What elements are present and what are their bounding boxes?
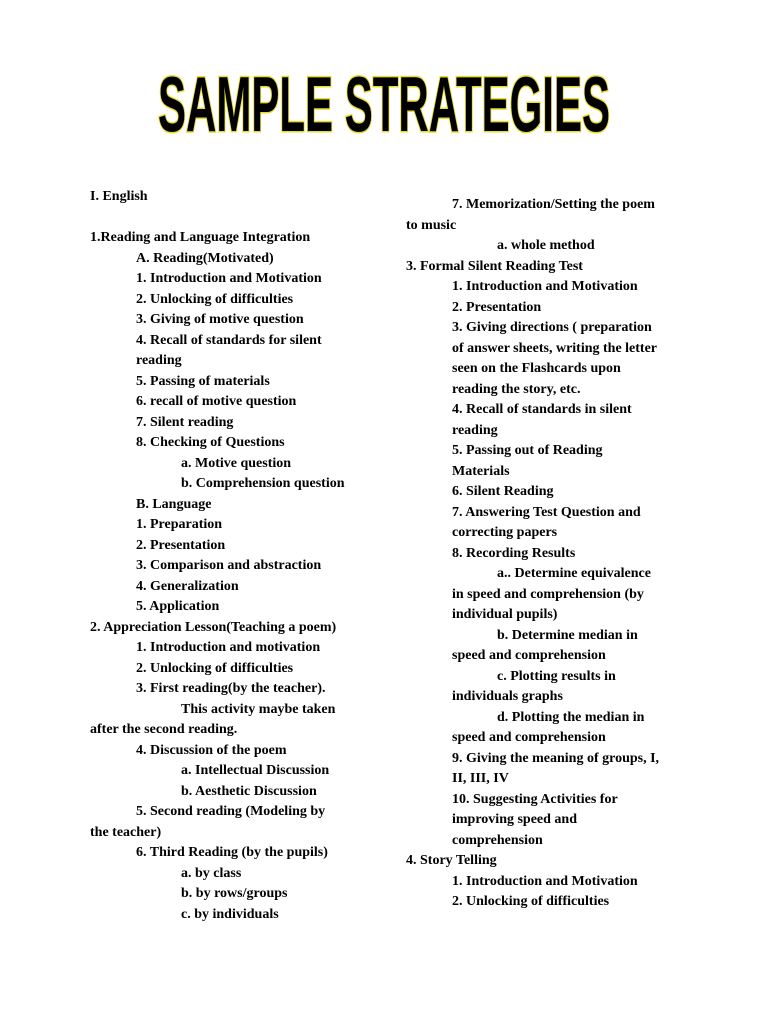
text-line: 2. Unlocking of difficulties bbox=[136, 660, 294, 676]
text-line: B. Language bbox=[136, 496, 212, 512]
text-line: a. Intellectual Discussion bbox=[181, 763, 330, 778]
text-line: 7. Silent reading bbox=[136, 414, 234, 430]
text-line: 4. Recall of standards in silent bbox=[452, 402, 632, 417]
text-line: c. Plotting results in bbox=[497, 668, 616, 684]
text-line: a.. Determine equivalence bbox=[497, 566, 651, 581]
text-line: 2. Appreciation Lesson(Teaching a poem) bbox=[90, 619, 337, 635]
text-line: 10. Suggesting Activities for bbox=[452, 791, 618, 807]
title-graphic bbox=[0, 52, 768, 152]
text-line: 6. recall of motive question bbox=[136, 394, 297, 409]
text-line: 6. Third Reading (by the pupils) bbox=[136, 845, 328, 860]
text-line: 1. Introduction and motivation bbox=[136, 640, 321, 655]
text-line: seen on the Flashcards upon bbox=[452, 361, 621, 376]
text-line: 7. Answering Test Question and bbox=[452, 504, 641, 520]
text-line: 1. Introduction and Motivation bbox=[136, 271, 322, 286]
text-line: to music bbox=[406, 217, 457, 233]
text-line: 4. Recall of standards for silent bbox=[136, 332, 322, 348]
text-line: A. Reading(Motivated) bbox=[136, 250, 274, 266]
text-line: I. English bbox=[90, 189, 148, 204]
text-line: 8. Checking of Questions bbox=[136, 435, 285, 450]
text-line: 1.Reading and Language Integration bbox=[90, 230, 311, 245]
text-line: This activity maybe taken bbox=[181, 701, 336, 717]
left-column bbox=[90, 187, 380, 925]
text-line: of answer sheets, writing the letter bbox=[452, 340, 658, 356]
text-line: 4. Discussion of the poem bbox=[136, 742, 287, 758]
text-line: 3. Formal Silent Reading Test bbox=[406, 258, 583, 274]
text-line: a. whole method bbox=[497, 238, 595, 253]
text-line: comprehension bbox=[452, 832, 543, 848]
text-line: a. by class bbox=[181, 865, 242, 881]
text-line: 2. Presentation bbox=[452, 299, 542, 315]
text-line: 2. Unlocking of difficulties bbox=[452, 894, 610, 909]
text-line: after the second reading. bbox=[90, 722, 238, 737]
text-line: 5. Application bbox=[136, 599, 220, 614]
text-line: in speed and comprehension (by bbox=[452, 586, 644, 602]
text-line: d. Plotting the median in bbox=[497, 709, 645, 725]
text-line: II, III, IV bbox=[452, 771, 509, 786]
text-line: individuals graphs bbox=[452, 689, 563, 704]
text-line: 7. Memorization/Setting the poem bbox=[452, 197, 655, 212]
text-line: 2. Presentation bbox=[136, 537, 226, 553]
text-line: Materials bbox=[452, 463, 510, 479]
text-line: 8. Recording Results bbox=[452, 545, 576, 561]
text-line: correcting papers bbox=[452, 525, 558, 540]
text-line: a. Motive question bbox=[181, 455, 292, 471]
text-line: 5. Passing of materials bbox=[136, 373, 270, 389]
text-line: b. Determine median in bbox=[497, 627, 638, 643]
text-line: reading bbox=[136, 353, 182, 368]
text-line: improving speed and bbox=[452, 812, 577, 827]
text-line: 3. Giving of motive question bbox=[136, 312, 304, 327]
text-line: b. Comprehension question bbox=[181, 476, 345, 491]
text-line: 3. Comparison and abstraction bbox=[136, 558, 322, 573]
text-line: individual pupils) bbox=[452, 607, 558, 622]
text-line bbox=[90, 208, 380, 229]
text-line: 6. Silent Reading bbox=[452, 484, 554, 499]
text-line: c. by individuals bbox=[181, 906, 279, 922]
text-line: reading bbox=[452, 422, 498, 438]
text-line: 2. Unlocking of difficulties bbox=[136, 291, 294, 307]
text-line: b. Aesthetic Discussion bbox=[181, 783, 317, 799]
text-line: reading the story, etc. bbox=[452, 381, 581, 397]
text-line: 5. Second reading (Modeling by bbox=[136, 804, 326, 819]
text-line: 3. Giving directions ( preparation bbox=[452, 320, 652, 335]
page-title bbox=[0, 52, 768, 152]
text-line: 3. First reading(by the teacher). bbox=[136, 681, 326, 696]
title-text: SAMPLE STRATEGIES bbox=[158, 60, 610, 148]
text-line: 1. Preparation bbox=[136, 517, 223, 532]
text-line: b. by rows/groups bbox=[181, 886, 288, 901]
text-line: 4. Generalization bbox=[136, 578, 239, 594]
text-line: 9. Giving the meaning of groups, I, bbox=[452, 750, 660, 766]
text-line: speed and comprehension bbox=[452, 648, 606, 663]
right-column bbox=[406, 195, 696, 913]
text-line: 1. Introduction and Motivation bbox=[452, 873, 638, 889]
text-line: 5. Passing out of Reading bbox=[452, 443, 603, 458]
text-line: 4. Story Telling bbox=[406, 853, 497, 868]
text-line: 1. Introduction and Motivation bbox=[452, 279, 638, 294]
text-line: speed and comprehension bbox=[452, 730, 606, 745]
text-line: the teacher) bbox=[90, 824, 162, 840]
